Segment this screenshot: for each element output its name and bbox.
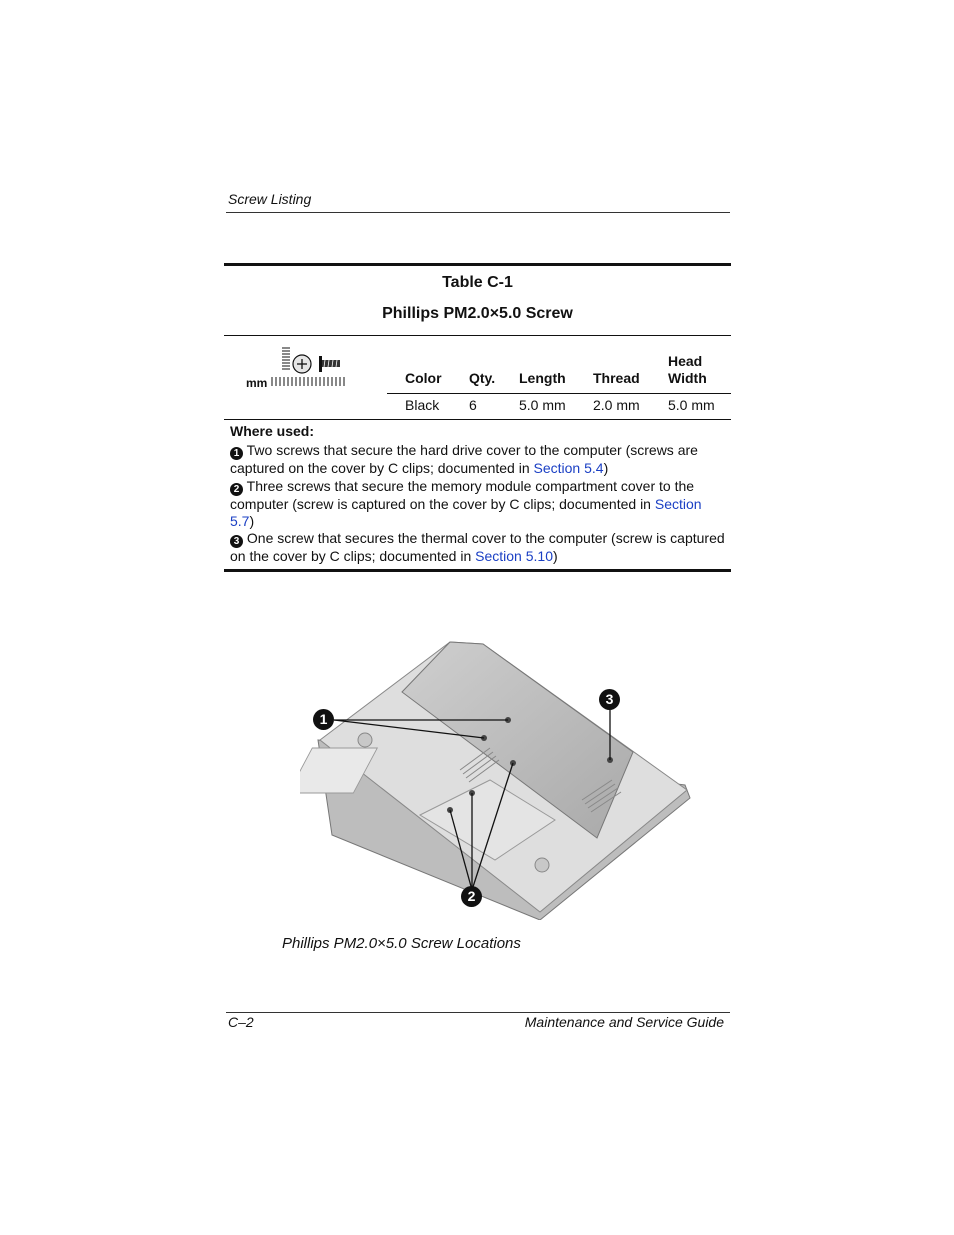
cell-color: Black xyxy=(405,397,440,413)
footer-guide-title: Maintenance and Service Guide xyxy=(524,1014,724,1030)
screw-table xyxy=(224,263,731,572)
table-title: Phillips PM2.0×5.0 Screw xyxy=(382,305,573,322)
where-used-section xyxy=(224,420,731,569)
marker-1-icon: 1 xyxy=(230,447,243,460)
link-section-5-7[interactable]: Section 5.7 xyxy=(230,496,702,529)
figure-callout-3: 3 xyxy=(599,689,620,710)
marker-2-icon: 2 xyxy=(230,483,243,496)
laptop-bottom-illustration xyxy=(300,630,700,920)
running-header: Screw Listing xyxy=(228,191,312,207)
table-label: Table C-1 xyxy=(442,274,513,291)
link-section-5-4[interactable]: Section 5.4 xyxy=(533,460,604,476)
screw-ruler-icon xyxy=(244,344,349,390)
table-top-rule xyxy=(224,263,731,266)
figure-callout-2: 2 xyxy=(461,886,482,907)
figure-caption: Phillips PM2.0×5.0 Screw Locations xyxy=(282,935,521,952)
cell-length: 5.0 mm xyxy=(519,397,566,413)
icon-unit-label: mm xyxy=(246,376,268,390)
table-bottom-rule xyxy=(224,569,731,572)
col-header-width: Width xyxy=(668,370,707,386)
cell-head-width: 5.0 mm xyxy=(668,397,715,413)
cell-qty: 6 xyxy=(469,397,477,413)
col-header-qty: Qty. xyxy=(469,370,496,386)
where-used-item-3: 3 One screw that secures the thermal cover to the computer (screw is captured on the cover by C clips; documented in Section 5.10) xyxy=(230,530,725,564)
col-header-color: Color xyxy=(405,370,442,386)
cell-thread: 2.0 mm xyxy=(593,397,640,413)
where-used-item-1: 1 Two screws that secure the hard drive cover to the computer (screws are captured on the cover by C clips; documented in Section 5.4) xyxy=(230,442,698,476)
link-section-5-10[interactable]: Section 5.10 xyxy=(475,548,553,564)
col-header-thread: Thread xyxy=(593,370,640,386)
where-used-label: Where used: xyxy=(230,423,315,439)
col-header-length: Length xyxy=(519,370,566,386)
where-used-item-2: 2 Three screws that secure the memory module compartment cover to the computer (screw is captured on the cover by C clips; documented in Section 5.7) xyxy=(230,478,702,529)
table-row xyxy=(224,394,731,419)
table-header-row xyxy=(224,336,731,393)
footer-page-number: C–2 xyxy=(228,1014,254,1030)
col-header-head: Head xyxy=(668,353,703,369)
marker-3-icon: 3 xyxy=(230,535,243,548)
footer-rule xyxy=(226,1012,730,1013)
figure-callout-1: 1 xyxy=(313,709,334,730)
header-rule xyxy=(226,212,730,213)
